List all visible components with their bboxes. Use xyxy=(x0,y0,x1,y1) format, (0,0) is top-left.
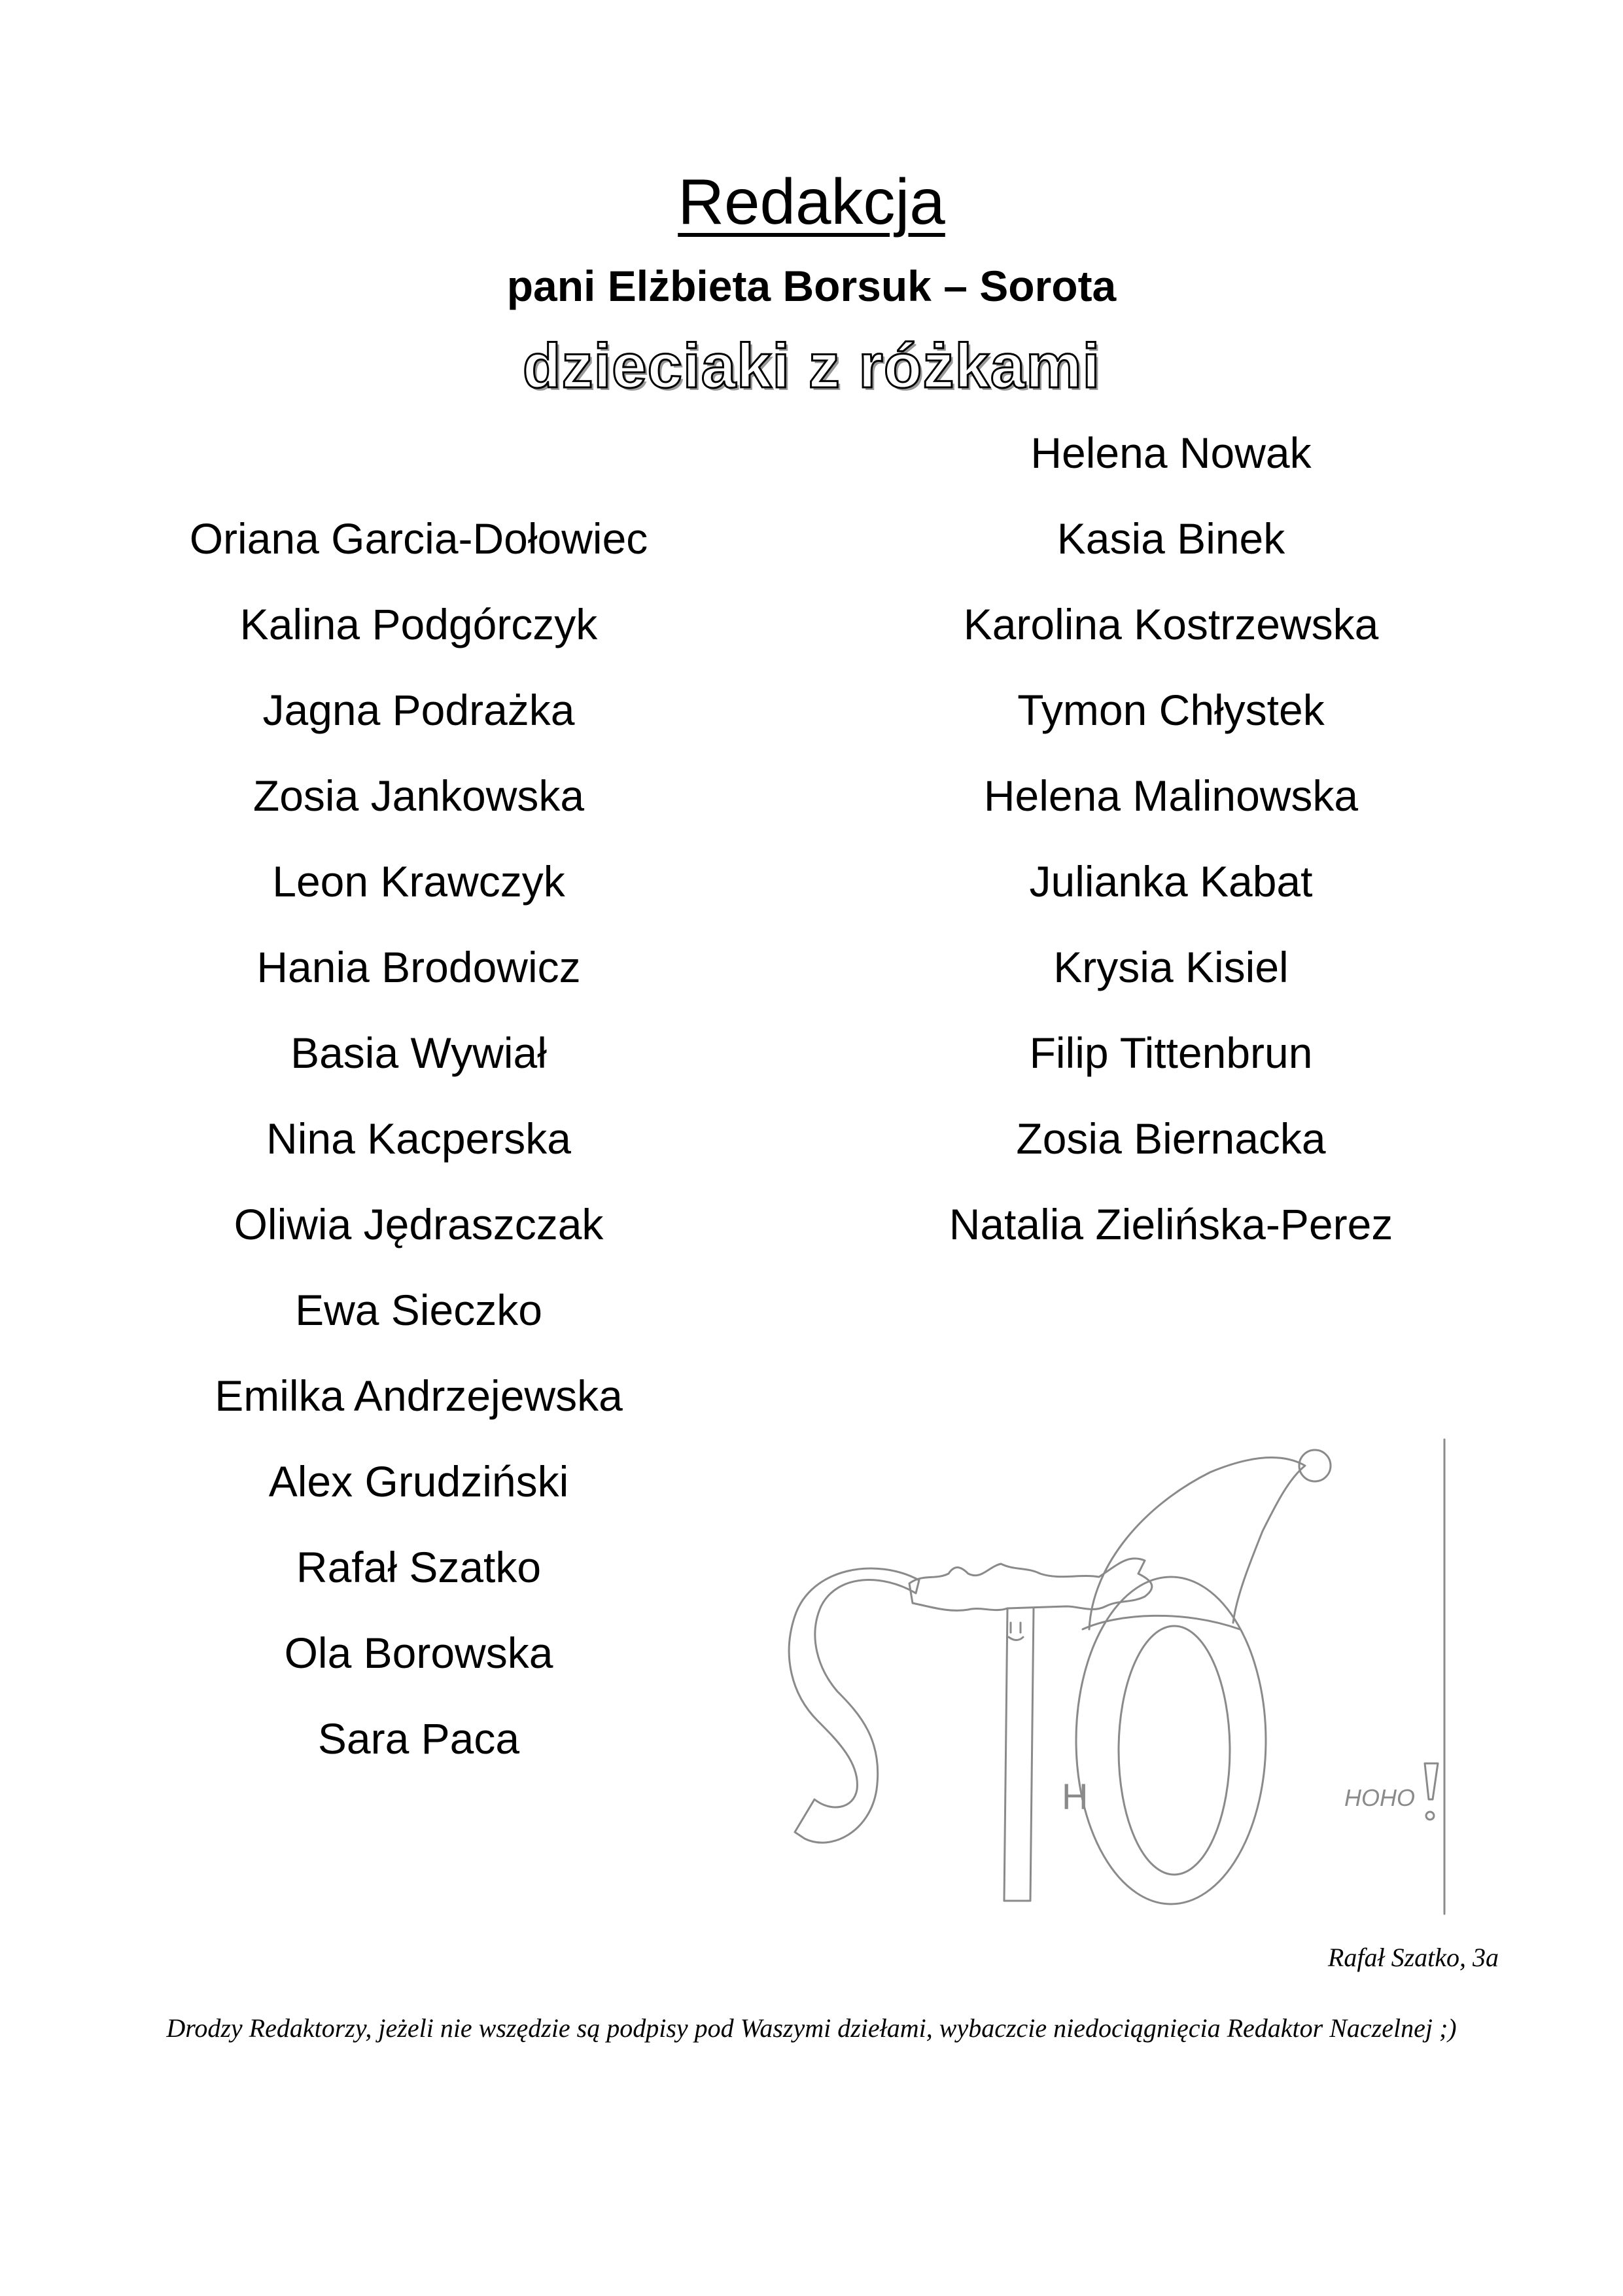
santa-hat xyxy=(1089,1458,1305,1629)
list-item: Natalia Zielińska-Perez xyxy=(949,1200,1393,1248)
list-item: Karolina Kostrzewska xyxy=(963,600,1379,648)
list-item: Zosia Biernacka xyxy=(1016,1114,1326,1163)
page-title xyxy=(0,162,1623,241)
list-item: Kasia Binek xyxy=(1056,514,1285,563)
drawing-hoho-text: HOHO xyxy=(1344,1784,1415,1811)
footer-note: Drodzy Redaktorzy, jeżeli nie wszędzie są podpisy pod Waszymi dziełami, wybaczcie niedociągnięcia Redaktor Naczelnej ;) xyxy=(166,2013,1457,2043)
exclamation-dot xyxy=(1426,1812,1434,1820)
list-item: Rafał Szatko xyxy=(296,1543,542,1591)
left-name-list xyxy=(157,496,680,1782)
list-item: Ewa Sieczko xyxy=(295,1286,542,1334)
list-item: Julianka Kabat xyxy=(1029,857,1313,906)
list-item: Nina Kacperska xyxy=(266,1114,571,1163)
list-item: Alex Grudziński xyxy=(268,1457,569,1506)
drawing-letter-h: H xyxy=(1062,1776,1089,1817)
right-name-list xyxy=(903,410,1439,1267)
letter-t-stem xyxy=(1004,1608,1034,1901)
list-item: Tymon Chłystek xyxy=(1017,686,1325,734)
list-item: Basia Wywiał xyxy=(290,1029,547,1077)
letter-s-outline xyxy=(789,1568,919,1843)
sto-santa-hat-drawing xyxy=(752,1433,1452,1917)
list-item: Helena Nowak xyxy=(1030,429,1312,477)
list-item: Zosia Jankowska xyxy=(253,771,585,820)
list-item: Helena Malinowska xyxy=(983,771,1359,820)
list-item: Oriana Garcia-Dołowiec xyxy=(189,514,648,563)
list-item: Jagna Podrażka xyxy=(262,686,575,734)
editor-in-chief: pani Elżbieta Borsuk – Sorota xyxy=(506,262,1117,310)
list-item: Hania Brodowicz xyxy=(256,943,581,991)
list-item: Krysia Kisiel xyxy=(1053,943,1289,991)
list-item: Kalina Podgórczyk xyxy=(239,600,598,648)
list-item: Ola Borowska xyxy=(284,1629,553,1677)
page-title-text: Redakcja xyxy=(678,166,945,238)
letter-t-top xyxy=(909,1559,1152,1611)
list-item: Emilka Andrzejewska xyxy=(215,1371,623,1420)
list-item: Oliwia Jędraszczak xyxy=(234,1200,604,1248)
team-heading: dzieciaki z różkami xyxy=(522,331,1101,401)
exclamation-mark xyxy=(1425,1763,1438,1799)
list-item: Sara Paca xyxy=(317,1714,520,1763)
letter-t-face xyxy=(1009,1623,1023,1640)
drawing-credit: Rafał Szatko, 3a xyxy=(1327,1943,1499,1972)
list-item: Leon Krawczyk xyxy=(272,857,565,906)
list-item: Filip Tittenbrun xyxy=(1029,1029,1313,1077)
letter-o-inner xyxy=(1119,1626,1230,1875)
